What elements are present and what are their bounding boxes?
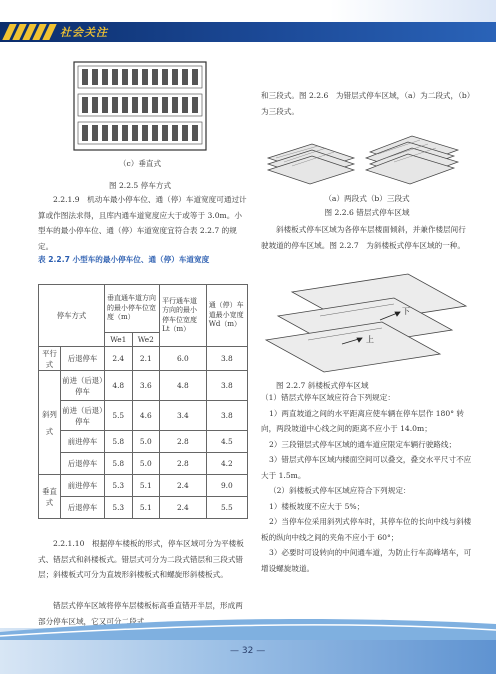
- paragraph-2-2-1-10: 2.2.1.10 根据停车楼板的形式，停车区域可分为平楼板式、错层式和斜楼板式。错层式可分为二段式错层和三段式错层；斜楼板式可分为直坡形斜楼板式和螺旋形斜楼板式。: [38, 539, 244, 579]
- sub-cell: 前进停车: [61, 431, 105, 453]
- table-row: [39, 453, 248, 475]
- wd-cell: 3.8: [206, 347, 247, 371]
- we1-cell: 2.4: [105, 347, 133, 371]
- wd-cell: 5.5: [206, 497, 247, 519]
- paragraph-split-level: 错层式停车区域将停车层楼板标高垂直错开半层，形成两部分停车区域，它又可分二段式: [38, 601, 243, 626]
- we2-cell: 5.0: [132, 453, 160, 475]
- we1-cell: 4.8: [105, 371, 133, 401]
- list-item: 2）当停车位采用斜列式停车时，其停车位的长向中线与斜楼板的纵向中线之间的夹角不应小于 60°；: [261, 517, 472, 542]
- header-parallel: 平行通车道方向的最小停车位宽度 Lt（m）: [160, 285, 207, 347]
- list-item: 1）楼板坡度不应大于 5%；: [269, 501, 365, 511]
- list-item: （2）斜楼板式停车区域应符合下列规定：: [269, 486, 411, 495]
- lt-cell: 2.8: [160, 453, 207, 475]
- list-item: 3）错层式停车区域内楼面空间可以叠交，叠交水平尺寸不应大于 1.5m。: [261, 455, 472, 480]
- wd-cell: 9.0: [206, 475, 247, 497]
- header-vertical: 垂直通车道方向的最小停车位宽度（m）: [105, 285, 160, 333]
- table-row: [39, 431, 248, 453]
- header-mode: 停车方式: [39, 285, 105, 347]
- sloped-floor-figure: [262, 270, 472, 374]
- list-item: 2）三段错层式停车区域的通车道应限定车辆行驶路线；: [269, 439, 457, 449]
- lt-cell: 6.0: [160, 347, 207, 371]
- page-number: — 32 —: [230, 646, 266, 656]
- header-we1: We1: [105, 333, 133, 347]
- paragraph-right-top: 和三段式。图 2.2.6 为错层式停车区域，（a）为二段式，（b）为三段式。: [261, 91, 471, 116]
- group-cell: 斜列式: [39, 371, 61, 475]
- regulation-list: [261, 390, 473, 576]
- sub-cell: 后退停车: [61, 497, 105, 519]
- sub-cell: 后退停车: [61, 453, 105, 475]
- sub-cell: 前进停车: [61, 475, 105, 497]
- figure-caption-ab: （a）两段式（b）三段式: [324, 194, 410, 203]
- we2-cell: 5.1: [132, 497, 160, 519]
- banner-stripes-icon: [6, 24, 53, 40]
- paragraph-2-2-1-9: 2.2.1.9 机动车最小停车位、通（停）车道宽度可通过计算或作图法求得，且库内通车道宽度应大于或等于 3.0m。小型车的最小停车位、通（停）车道宽度宜符合表 2.2.7 的规定。: [38, 195, 247, 251]
- figure-caption-2-2-6: 图 2.2.6 错层式停车区域: [324, 208, 410, 217]
- we2-cell: 5.0: [132, 431, 160, 453]
- wd-cell: 4.5: [206, 431, 247, 453]
- header-lane: 通（停）车道最小宽度 Wd（m）: [206, 285, 247, 347]
- table-row: [39, 347, 248, 371]
- lt-cell: 2.8: [160, 431, 207, 453]
- vertical-parking-figure: [70, 58, 210, 154]
- lt-cell: 2.4: [160, 497, 207, 519]
- lt-cell: 4.8: [160, 371, 207, 401]
- parking-table: [38, 284, 248, 519]
- sub-cell: 后退停车: [61, 347, 105, 371]
- group-cell: 平行式: [39, 347, 61, 371]
- we2-cell: 4.6: [132, 401, 160, 431]
- wd-cell: 3.8: [206, 371, 247, 401]
- up-label: 上: [366, 335, 374, 344]
- we2-cell: 2.1: [132, 347, 160, 371]
- table-row: [39, 475, 248, 497]
- table-title: 表 2.2.7 小型车的最小停车位、通（停）车道宽度: [38, 255, 210, 264]
- we2-cell: 3.6: [132, 371, 160, 401]
- lt-cell: 3.4: [160, 401, 207, 431]
- table-row: [39, 371, 248, 401]
- table-row: [39, 497, 248, 519]
- we2-cell: 5.1: [132, 475, 160, 497]
- we1-cell: 5.3: [105, 475, 133, 497]
- list-item: 3）必要时可设转向的中间通车道，为防止行车高峰堵车，可增设螺旋坡道。: [261, 548, 472, 573]
- we1-cell: 5.8: [105, 453, 133, 475]
- down-label: 下: [402, 307, 410, 316]
- paragraph-sloped-floor: 斜楼板式停车区域为各停车层楼面倾斜，并兼作楼层间行驶坡道的停车区域。图 2.2.7 为斜楼板式停车区域的一种。: [261, 225, 466, 250]
- wd-cell: 3.8: [206, 401, 247, 431]
- we1-cell: 5.3: [105, 497, 133, 519]
- we1-cell: 5.8: [105, 431, 133, 453]
- footer-curve: [0, 612, 496, 640]
- sub-cell: 前进（后退）停车: [61, 371, 105, 401]
- header-we2: We2: [132, 333, 160, 347]
- split-level-figure: [262, 128, 472, 190]
- header-banner: [0, 0, 496, 46]
- group-cell: 垂直式: [39, 475, 61, 519]
- table-row: [39, 401, 248, 431]
- lt-cell: 2.4: [160, 475, 207, 497]
- section-title: 社会关注: [60, 26, 108, 39]
- list-item: 1）两直坡道之间的水平距离应使车辆在停车层作 180° 转向，两段坡道中心线之间的距离不应小于 14.0m；: [261, 408, 465, 433]
- figure-caption-2-2-7: 图 2.2.7 斜楼板式停车区域: [276, 381, 369, 390]
- list-item: （1）错层式停车区域应符合下列规定：: [261, 393, 395, 402]
- wd-cell: 4.2: [206, 453, 247, 475]
- figure-caption-2-2-5: 图 2.2.5 停车方式: [108, 181, 172, 190]
- sub-cell: 前进（后退）停车: [61, 401, 105, 431]
- we1-cell: 5.5: [105, 401, 133, 431]
- figure-caption-c: （c）垂直式: [118, 159, 162, 168]
